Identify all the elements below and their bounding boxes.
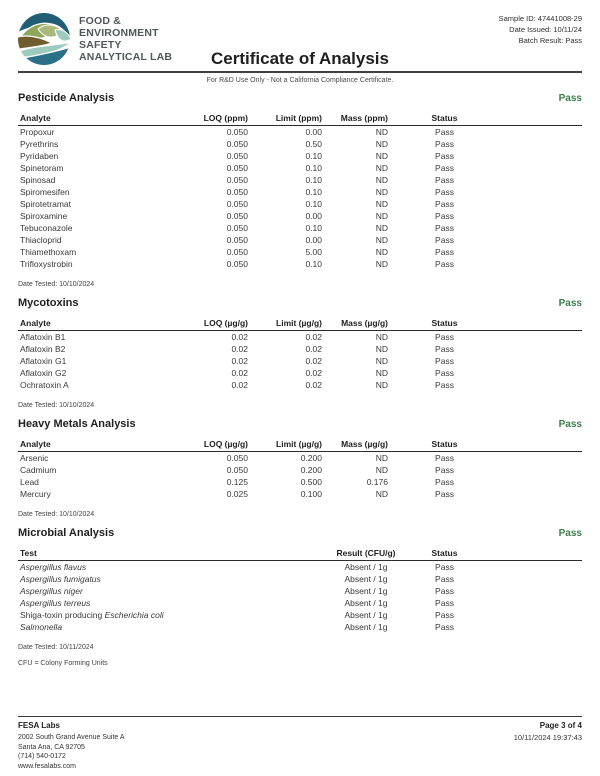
website-url: www.fesalabs.com	[18, 762, 76, 770]
table-row	[18, 597, 582, 609]
row-filler	[501, 343, 582, 355]
row-filler	[501, 488, 582, 500]
table-cell: Pass	[435, 477, 454, 487]
table-cell: 0.050	[226, 199, 248, 209]
table-cell: Aflatoxin B1	[20, 332, 66, 342]
table-row	[18, 343, 582, 355]
table-cell: Pass	[435, 380, 454, 390]
table-cell: 0.025	[226, 489, 248, 499]
column-header-row	[18, 318, 582, 331]
lab-name-line: ENVIRONMENT	[79, 27, 159, 39]
table-cell: 5.00	[305, 247, 322, 257]
column-header: LOQ (µg/g)	[148, 318, 248, 331]
section-microbial	[18, 527, 582, 667]
print-timestamp: 10/11/2024 19:37:43	[513, 733, 582, 742]
table-cell: 0.02	[305, 356, 322, 366]
table-cell	[18, 609, 316, 621]
page-number: Page 3 of 4	[539, 721, 582, 730]
table-cell: 0.200	[300, 465, 322, 475]
table-cell: Arsenic	[20, 453, 49, 463]
row-filler	[473, 561, 582, 574]
table-cell: ND	[375, 235, 388, 245]
title-divider	[18, 71, 582, 73]
table-cell	[18, 621, 316, 633]
table-cell: ND	[375, 127, 388, 137]
table-cell: 0.050	[226, 187, 248, 197]
section-mycotoxins	[18, 297, 582, 409]
table-cell: ND	[375, 223, 388, 233]
lab-name-line: FOOD &	[79, 15, 122, 27]
table-cell: Pass	[435, 187, 454, 197]
row-filler	[501, 162, 582, 174]
table-cell: Pass	[435, 465, 454, 475]
heavy-metals-table-body	[18, 452, 582, 501]
column-header-filler	[501, 439, 582, 452]
footer-right	[514, 721, 582, 742]
table-cell: Lead	[20, 477, 39, 487]
row-filler	[501, 174, 582, 186]
table-row	[18, 379, 582, 391]
table-cell: 0.050	[226, 163, 248, 173]
table-cell: ND	[375, 163, 388, 173]
table-cell: Spiroxamine	[20, 211, 68, 221]
table-cell: Thiacloprid	[20, 235, 62, 245]
table-cell: ND	[375, 489, 388, 499]
table-row	[18, 355, 582, 367]
section-title: Microbial Analysis	[18, 527, 115, 539]
column-header-row	[18, 439, 582, 452]
column-header: Status	[416, 548, 473, 561]
table-cell: 0.200	[300, 453, 322, 463]
column-header: Analyte	[18, 113, 148, 126]
table-cell: 0.050	[226, 151, 248, 161]
table-cell: Absent / 1g	[344, 586, 388, 596]
row-filler	[501, 258, 582, 270]
table-cell: Spinosad	[20, 175, 56, 185]
table-cell: 0.02	[305, 344, 322, 354]
heavy-metals-table	[18, 439, 582, 500]
table-cell	[18, 597, 316, 609]
mycotoxins-table	[18, 318, 582, 391]
column-header: Limit (µg/g)	[248, 439, 322, 452]
table-cell: Pass	[435, 127, 454, 137]
table-cell: 0.050	[226, 139, 248, 149]
test-name-segment: Aspergillus flavus	[20, 562, 87, 572]
row-filler	[501, 476, 582, 488]
table-row	[18, 367, 582, 379]
table-cell: Aflatoxin G1	[20, 356, 67, 366]
table-cell: ND	[375, 380, 388, 390]
table-cell: 0.100	[300, 489, 322, 499]
row-filler	[473, 597, 582, 609]
table-cell: Absent / 1g	[344, 610, 388, 620]
row-filler	[501, 222, 582, 234]
table-row	[18, 150, 582, 162]
section-header	[18, 527, 582, 539]
table-cell: Pass	[435, 574, 454, 584]
column-header: Analyte	[18, 439, 148, 452]
table-cell: ND	[375, 259, 388, 269]
section-header	[18, 297, 582, 309]
table-cell: 0.00	[305, 211, 322, 221]
column-header: LOQ (µg/g)	[148, 439, 248, 452]
sample-info	[499, 13, 582, 46]
table-cell: 0.176	[366, 477, 388, 487]
column-header-row	[18, 548, 582, 561]
table-cell: 0.050	[226, 175, 248, 185]
table-cell: Pass	[435, 622, 454, 632]
table-cell: Pass	[435, 259, 454, 269]
table-cell: Pass	[435, 489, 454, 499]
table-cell: Pass	[435, 139, 454, 149]
row-filler	[473, 609, 582, 621]
section-status-badge: Pass	[558, 93, 582, 104]
table-cell: Pass	[435, 368, 454, 378]
table-row	[18, 561, 582, 574]
section-status-badge: Pass	[558, 528, 582, 539]
table-cell: ND	[375, 368, 388, 378]
table-row	[18, 222, 582, 234]
table-row	[18, 476, 582, 488]
section-title: Heavy Metals Analysis	[18, 418, 136, 430]
table-row	[18, 585, 582, 597]
table-row	[18, 246, 582, 258]
row-filler	[501, 126, 582, 139]
table-row	[18, 162, 582, 174]
table-cell: 0.10	[305, 223, 322, 233]
table-row	[18, 210, 582, 222]
section-title: Mycotoxins	[18, 297, 79, 309]
date-issued: Date Issued: 10/11/24	[509, 25, 582, 34]
column-header: Analyte	[18, 318, 148, 331]
table-cell: Pass	[435, 175, 454, 185]
table-cell: Aflatoxin G2	[20, 368, 67, 378]
column-header-filler	[501, 113, 582, 126]
table-cell: ND	[375, 211, 388, 221]
pesticide-table-body	[18, 126, 582, 271]
row-filler	[501, 331, 582, 344]
table-cell: ND	[375, 199, 388, 209]
table-cell: Pass	[435, 332, 454, 342]
column-header: LOQ (ppm)	[148, 113, 248, 126]
row-filler	[501, 355, 582, 367]
test-name-segment: Salmonella	[20, 622, 63, 632]
table-cell: Pyridaben	[20, 151, 59, 161]
table-cell: 0.02	[305, 380, 322, 390]
table-row	[18, 234, 582, 246]
table-cell	[18, 561, 316, 574]
table-cell: 0.02	[231, 356, 248, 366]
table-row	[18, 198, 582, 210]
table-cell: 0.050	[226, 259, 248, 269]
table-cell: 0.125	[226, 477, 248, 487]
table-cell: ND	[375, 344, 388, 354]
table-row	[18, 186, 582, 198]
pesticide-table	[18, 113, 582, 270]
lab-name-line: ANALYTICAL LAB	[79, 51, 173, 63]
phone-number: (714) 540-0172	[18, 753, 66, 760]
column-header: Limit (µg/g)	[248, 318, 322, 331]
column-header-filler	[473, 548, 582, 561]
table-cell	[18, 585, 316, 597]
mycotoxins-table-body	[18, 331, 582, 392]
table-cell: 0.02	[231, 344, 248, 354]
row-filler	[473, 621, 582, 633]
row-filler	[501, 138, 582, 150]
table-cell: ND	[375, 465, 388, 475]
table-cell: Ochratoxin A	[20, 380, 69, 390]
column-header: Test	[18, 548, 316, 561]
table-cell: Spirotetramat	[20, 199, 72, 209]
column-header: Limit (ppm)	[248, 113, 322, 126]
table-row	[18, 464, 582, 476]
address-line: Santa Ana, CA 92705	[18, 743, 85, 751]
table-cell: Absent / 1g	[344, 622, 388, 632]
row-filler	[501, 452, 582, 465]
table-cell: Pass	[435, 151, 454, 161]
row-filler	[501, 198, 582, 210]
row-filler	[473, 573, 582, 585]
section-pesticide-analysis	[18, 92, 582, 288]
table-cell: 0.00	[305, 235, 322, 245]
table-cell: Propoxur	[20, 127, 55, 137]
table-cell: 0.10	[305, 175, 322, 185]
footer-left	[18, 721, 125, 771]
table-cell: ND	[375, 356, 388, 366]
table-cell: Pyrethrins	[20, 139, 59, 149]
column-header: Mass (ppm)	[322, 113, 388, 126]
table-cell: Trifloxystrobin	[20, 259, 73, 269]
table-cell: Pass	[435, 235, 454, 245]
table-cell: 0.050	[226, 465, 248, 475]
table-cell: Spinetoram	[20, 163, 64, 173]
table-cell: 0.00	[305, 127, 322, 137]
table-cell: Tebuconazole	[20, 223, 73, 233]
table-cell: 0.50	[305, 139, 322, 149]
row-filler	[501, 186, 582, 198]
date-tested: Date Tested: 10/11/2024	[18, 644, 94, 651]
table-cell: Thiamethoxam	[20, 247, 77, 257]
test-name-segment: Aspergillus terreus	[20, 598, 91, 608]
disclaimer-subtitle: For R&D Use Only - Not a California Compliance Certificate.	[206, 77, 394, 84]
table-cell: ND	[375, 453, 388, 463]
table-cell: Pass	[435, 356, 454, 366]
table-cell: 0.050	[226, 211, 248, 221]
row-filler	[501, 367, 582, 379]
table-cell: 0.10	[305, 199, 322, 209]
row-filler	[501, 464, 582, 476]
table-row	[18, 174, 582, 186]
sample-id: Sample ID: 47441008-29	[498, 14, 582, 23]
table-cell: ND	[375, 175, 388, 185]
table-cell: ND	[375, 139, 388, 149]
table-cell: 0.02	[305, 332, 322, 342]
table-cell: 0.050	[226, 127, 248, 137]
table-cell: Pass	[435, 562, 454, 572]
table-cell: 0.02	[231, 380, 248, 390]
date-tested: Date Tested: 10/10/2024	[18, 511, 95, 518]
section-status-badge: Pass	[558, 298, 582, 309]
table-cell: 0.10	[305, 163, 322, 173]
table-cell: Pass	[435, 453, 454, 463]
column-header: Status	[388, 113, 501, 126]
date-tested: Date Tested: 10/10/2024	[18, 281, 95, 288]
table-cell: Absent / 1g	[344, 574, 388, 584]
row-filler	[501, 150, 582, 162]
row-filler	[501, 379, 582, 391]
column-header: Result (CFU/g)	[316, 548, 416, 561]
column-header: Status	[388, 318, 501, 331]
table-row	[18, 331, 582, 344]
cfu-footnote: CFU = Colony Forming Units	[18, 660, 108, 667]
microbial-table-body	[18, 561, 582, 634]
column-header-row	[18, 113, 582, 126]
column-header-filler	[501, 318, 582, 331]
table-cell: Aflatoxin B2	[20, 344, 66, 354]
table-cell: 0.02	[231, 332, 248, 342]
lab-name-line: SAFETY	[79, 39, 122, 51]
table-cell: 0.500	[300, 477, 322, 487]
table-cell	[18, 573, 316, 585]
table-cell: 0.10	[305, 187, 322, 197]
section-header	[18, 92, 582, 104]
table-cell: Pass	[435, 610, 454, 620]
table-cell: ND	[375, 151, 388, 161]
table-cell: Absent / 1g	[344, 598, 388, 608]
table-cell: Pass	[435, 223, 454, 233]
table-cell: Pass	[435, 199, 454, 209]
table-cell: ND	[375, 332, 388, 342]
table-cell: Cadmium	[20, 465, 57, 475]
microbial-table	[18, 548, 582, 633]
section-title: Pesticide Analysis	[18, 92, 115, 104]
column-header: Mass (µg/g)	[322, 439, 388, 452]
header	[18, 0, 582, 71]
table-row	[18, 488, 582, 500]
table-cell: 0.050	[226, 247, 248, 257]
table-cell: Pass	[435, 598, 454, 608]
table-cell: 0.02	[231, 368, 248, 378]
table-row	[18, 258, 582, 270]
table-row	[18, 138, 582, 150]
table-cell: ND	[375, 247, 388, 257]
table-cell: 0.050	[226, 223, 248, 233]
section-heavy-metals	[18, 418, 582, 518]
table-cell: Spiromesifen	[20, 187, 70, 197]
row-filler	[501, 210, 582, 222]
table-cell: 0.10	[305, 259, 322, 269]
section-status-badge: Pass	[558, 419, 582, 430]
address-line: 2002 South Grand Avenue Suite A	[18, 734, 125, 741]
test-name-segment: Escherichia coli	[104, 610, 164, 620]
column-header: Mass (µg/g)	[322, 318, 388, 331]
section-header	[18, 418, 582, 430]
row-filler	[501, 246, 582, 258]
date-tested: Date Tested: 10/10/2024	[18, 402, 95, 409]
row-filler	[473, 585, 582, 597]
table-cell: Absent / 1g	[344, 562, 388, 572]
table-cell: Pass	[435, 247, 454, 257]
test-name-segment: Aspergillus niger	[20, 586, 83, 596]
table-row	[18, 609, 582, 621]
table-cell: Pass	[435, 163, 454, 173]
column-header: Status	[388, 439, 501, 452]
footer	[18, 716, 582, 771]
table-cell: Mercury	[20, 489, 51, 499]
table-row	[18, 621, 582, 633]
table-cell: 0.050	[226, 453, 248, 463]
batch-result: Batch Result: Pass	[518, 36, 582, 45]
table-row	[18, 573, 582, 585]
row-filler	[501, 234, 582, 246]
table-cell: Pass	[435, 211, 454, 221]
page-title: Certificate of Analysis	[211, 49, 389, 68]
table-row	[18, 126, 582, 139]
table-cell: Pass	[435, 586, 454, 596]
table-cell: Pass	[435, 344, 454, 354]
test-name-segment: Shiga-toxin producing	[20, 610, 105, 620]
footer-lab-name: FESA Labs	[18, 721, 60, 730]
table-cell: 0.10	[305, 151, 322, 161]
table-row	[18, 452, 582, 465]
table-cell: 0.02	[305, 368, 322, 378]
footer-address	[18, 733, 125, 771]
table-cell: ND	[375, 187, 388, 197]
table-cell: 0.050	[226, 235, 248, 245]
test-name-segment: Aspergillus fumigatus	[20, 574, 101, 584]
